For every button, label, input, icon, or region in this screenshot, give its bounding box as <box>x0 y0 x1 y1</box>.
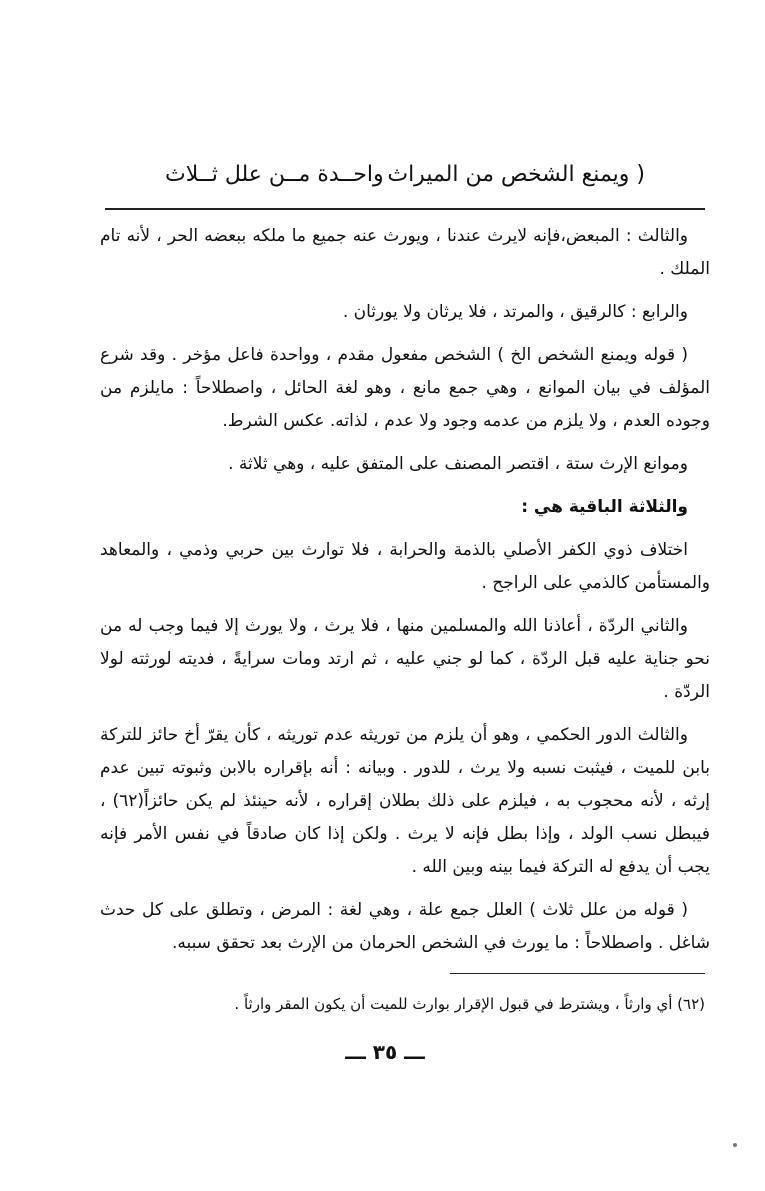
footnote: (٦٢) أي وارثاً ، ويشترط في قبول الإقرار بوارث للميت أن يكون المقر وارثاً . <box>234 995 705 1013</box>
scan-speck <box>733 1143 737 1147</box>
paragraph-commentary-causes: ( قوله من علل ثلاث ) العلل جمع علة ، وهي لغة : المرض ، وتطلق على كل حدث شاغل . واصطلاحاً : ما يورث في الشخص الحرمان من الإرث بعد تحقق سببه. <box>100 900 710 953</box>
paragraph-remaining-three-heading: والثلاثة الباقية هي : <box>521 497 688 517</box>
paragraph-legal-circularity: والثالث الدور الحكمي ، وهو أن يلزم من توريثه عدم توريثه ، كأن يقرّ أخ حائز للتركة بابن للميت ، فيثبت نسبه ولا يرث ، للدور . وبيانه : أنه بإقراره بالابن وثبوته تبين عدم إرثه ، لأنه محجوب به ، فيلزم على ذلك بطلان إقراره ، لأنه حينئذ لم يكن حائزاً(٦٢) ، فيبطل نسب الولد ، وإذا بطل فإنه لا يرث . ولكن إذا كان صادقاً في نفس الأمر فإنه يجب أن يدفع له التركة فيما بينه وبين الله . <box>100 725 710 877</box>
body-text <box>100 220 710 970</box>
running-header <box>105 150 645 200</box>
paragraph-inheritance-preventers: وموانع الإرث ستة ، اقتصر المصنف على المتفق عليه ، وهي ثلاثة . <box>228 454 688 474</box>
header-divider <box>105 208 705 210</box>
paragraph-apostasy: والثاني الردّة ، أعاذنا الله والمسلمين منها ، فلا يرث ، ولا يورث إلا فيما وجب له من نحو جناية عليه قبل الردّة ، كما لو جني عليه ، ثم ارتد ومات سرايةً ، فديته لورثته لولا الردّة . <box>100 616 710 702</box>
paragraph-difference-of-disbelief: اختلاف ذوي الكفر الأصلي بالذمة والحرابة ، فلا توارث بين حربي وذمي ، والمعاهد والمستأمن كالذمي على الراجح . <box>100 540 710 593</box>
paragraph-fourth-preventer: والرابع : كالرقيق ، والمرتد ، فلا يرثان ولا يورثان . <box>342 302 688 322</box>
paragraph-third-preventer: والثالث : المبعض،فإنه لايرث عندنا ، ويورث عنه جميع ما ملكه ببعضه الحر ، لأنه تام الملك . <box>100 226 710 279</box>
running-header-title: ( ويمنع الشخص من الميراث <box>387 162 645 187</box>
paragraph-commentary-preventers: ( قوله ويمنع الشخص الخ ) الشخص مفعول مقدم ، وواحدة فاعل مؤخر . وقد شرع المؤلف في بيان الموانع ، وهي جمع مانع ، وهو لغة الحائل ، واصطلاحاً : مايلزم من وجوده العدم ، ولا يلزم من عدمه وجود ولا عدم ، لذاته. عكس الشرط. <box>100 345 710 431</box>
page-number: ـــ ٣٥ ـــ <box>345 1040 425 1064</box>
footnote-divider <box>450 973 705 974</box>
running-header-subtitle: واحــدة مــن علل ثــلاث <box>165 162 384 187</box>
